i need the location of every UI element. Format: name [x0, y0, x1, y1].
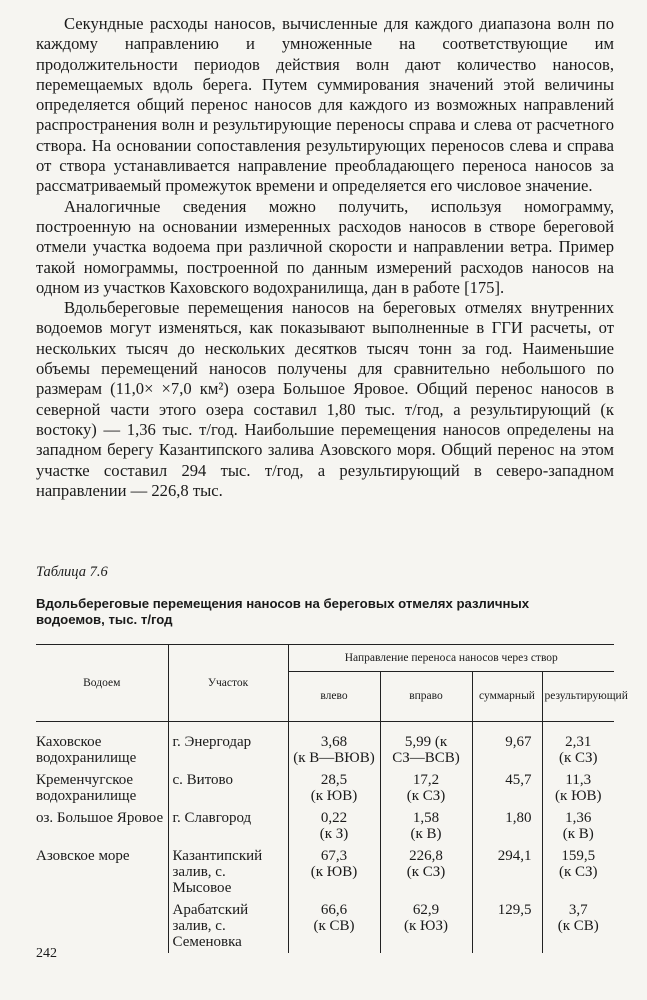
cell-summ: 1,80: [472, 807, 542, 845]
page-number: 242: [36, 946, 57, 961]
cell-vpravo: 62,9 (к ЮЗ): [380, 899, 472, 953]
cell-vodoem: [36, 899, 168, 953]
body-text: [36, 14, 614, 501]
cell-uchastok: Казантипский залив, с. Мысовое: [168, 845, 288, 899]
table-title: Вдольбереговые перемещения наносов на береговых отмелях различных водоемов, тыс. т/год: [36, 596, 530, 627]
cell-summ: 45,7: [472, 769, 542, 807]
paragraph-2: Аналогичные сведения можно получить, используя номограмму, построенную на основании измеренных расходов наносов в створе береговой отмели участка водоема при различной скорости и направлении ветра. Пример такой номограммы, построенной по данным измерений расходов наносов на одном из участков Каховского водохранилища, дан в работе [175].: [36, 196, 614, 297]
cell-vodoem: Азовское море: [36, 848, 130, 864]
paragraph-1: Секундные расходы наносов, вычисленные для каждого диапазона волн по каждому направлению и умноженные на соответствующие им продолжительности периодов действия волн дают количество наносов, перемещаемых вдоль берега. Путем суммирования значений этой величины определяется общий перенос наносов для каждого из возможных направлений распространения волн и результирующие переносы справа и слева от расчетного створа. На основании сопоставления результирующих переносов слева и справа от створа устанавливается направление преобладающего переноса наносов за рассматриваемый промежуток времени и определяется его числовое значение.: [36, 14, 614, 196]
cell-vlevo: 66,6 (к СВ): [288, 899, 380, 953]
header-uchastok: Участок: [168, 645, 288, 722]
cell-vodoem: оз. Большое Яровое: [36, 810, 164, 826]
table-row: [36, 899, 614, 953]
cell-vlevo: 0,22 (к З): [288, 807, 380, 845]
cell-vodoem: Каховское водохранилище: [36, 734, 137, 766]
table-row: [36, 845, 614, 899]
data-table: [36, 644, 628, 953]
cell-uchastok: г. Энергодар: [168, 722, 288, 770]
cell-vodoem: Кременчугское водохранилище: [36, 772, 137, 804]
cell-result: 1,36 (к В): [542, 807, 614, 845]
cell-uchastok: Арабатский залив, с. Семеновка: [168, 899, 288, 953]
cell-result: 159,5 (к СЗ): [542, 845, 614, 899]
table-row: [36, 807, 614, 845]
header-result: результирующий: [542, 672, 614, 722]
cell-vpravo: 5,99 (к СЗ—ВСВ): [380, 722, 472, 770]
cell-uchastok: г. Славгород: [168, 807, 288, 845]
cell-vpravo: 226,8 (к СЗ): [380, 845, 472, 899]
cell-summ: 9,67: [472, 722, 542, 770]
cell-vlevo: 28,5 (к ЮВ): [288, 769, 380, 807]
header-vodoem: Водоем: [36, 645, 168, 722]
table-caption: Таблица 7.6: [36, 564, 108, 580]
cell-result: 2,31 (к СЗ): [542, 722, 614, 770]
cell-summ: 294,1: [472, 845, 542, 899]
header-vlevo: влево: [288, 672, 380, 722]
header-summ: суммарный: [472, 672, 542, 722]
cell-result: 11,3 (к ЮВ): [542, 769, 614, 807]
cell-result: 3,7 (к СВ): [542, 899, 614, 953]
table-row: [36, 722, 614, 770]
cell-vpravo: 1,58 (к В): [380, 807, 472, 845]
cell-vpravo: 17,2 (к СЗ): [380, 769, 472, 807]
cell-uchastok: с. Витово: [168, 769, 288, 807]
header-vpravo: вправо: [380, 672, 472, 722]
cell-vlevo: 67,3 (к ЮВ): [288, 845, 380, 899]
header-direction-group: Направление переноса наносов через створ: [288, 645, 614, 672]
cell-summ: 129,5: [472, 899, 542, 953]
paragraph-3: Вдольбереговые перемещения наносов на береговых отмелях внутренних водоемов могут изменяться, как показывают выполненные в ГГИ расчеты, от нескольких тысяч до нескольких десятков тысяч тонн за год. Наименьшие объемы перемещений наносов получены для сравнительно небольшого по размерам (11,0× ×7,0 км²) озера Большое Яровое. Общий перенос наносов в северной части этого озера составил 1,80 тыс. т/год, а результирующий (к востоку) — 1,36 тыс. т/год. Наибольшие перемещения наносов определены на западном берегу Казантипского залива Азовского моря. Общий перенос на этом участке составил 294 тыс. т/год, а результирующий в северо-западном направлении — 226,8 тыс.: [36, 298, 614, 500]
cell-vlevo: 3,68 (к В—ВЮВ): [288, 722, 380, 770]
table-row: [36, 769, 614, 807]
